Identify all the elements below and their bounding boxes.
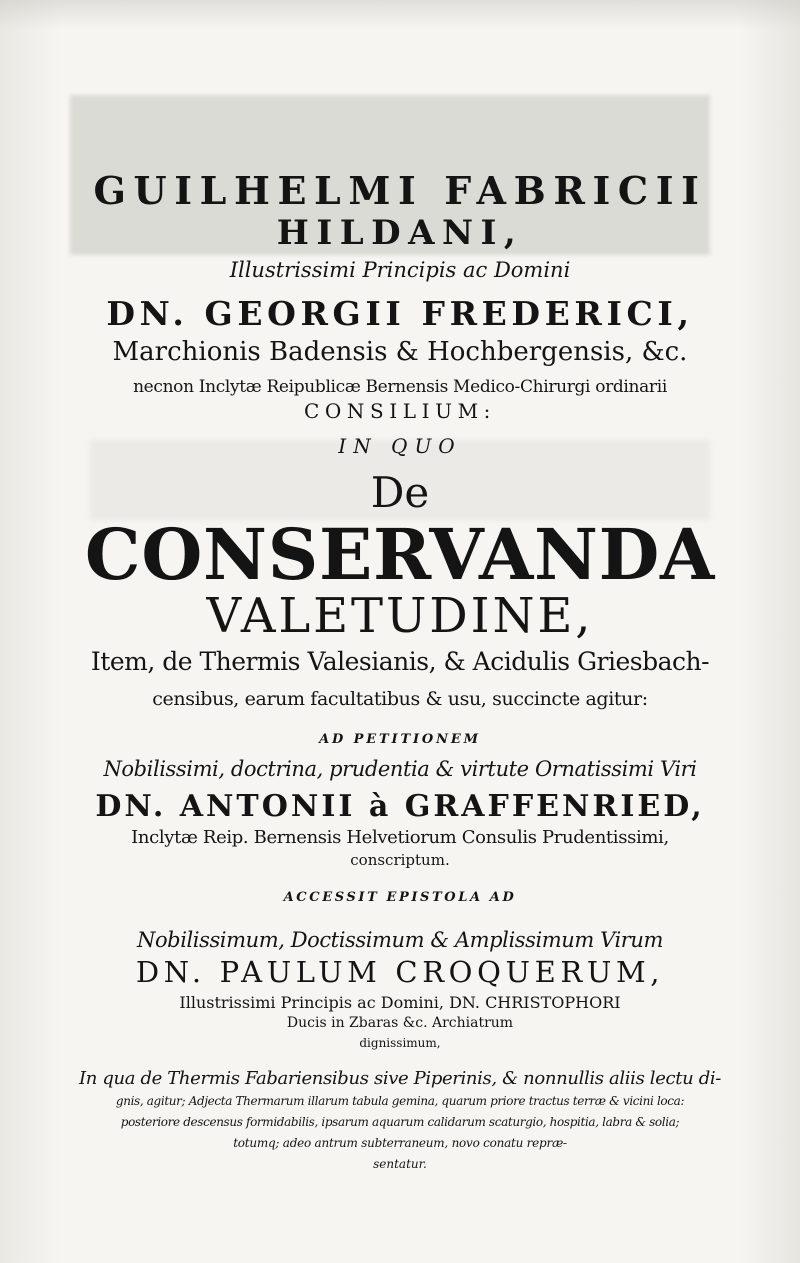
author-line-1: GUILHELMI FABRICII	[93, 168, 707, 213]
recipient-office-2: Ducis in Zbaras &c. Archiatrum	[286, 1015, 514, 1031]
main-title-line-1: CONSERVANDA	[84, 513, 716, 596]
recipient-office-3: dignissimum,	[359, 1036, 441, 1050]
patron-praise: Nobilissimi, doctrina, prudentia & virtute Ornatissimi Viri	[103, 757, 697, 781]
subject-line-2: censibus, earum facultatibus & usu, succincte agitur:	[152, 688, 648, 710]
author-line-2: HILDANI,	[276, 213, 524, 253]
prince-title: Marchionis Badensis & Hochbergensis, &c.	[112, 337, 688, 367]
recipient-praise: Nobilissimum, Doctissimum & Amplissimum Virum	[137, 928, 663, 952]
de: De	[370, 468, 430, 517]
recipient-name: DN. PAULUM CROQUERUM,	[135, 955, 665, 989]
in-quo: IN QUO	[338, 434, 462, 458]
patron-office: Inclytæ Reip. Bernensis Helvetiorum Consulis Prudentissimi,	[131, 827, 669, 848]
main-title-line-2: VALETUDINE,	[206, 588, 594, 644]
closing-line-5: sentatur.	[373, 1157, 427, 1171]
office-line: necnon Inclytæ Reipublicæ Bernensis Medico-Chirurgi ordinarii	[133, 377, 667, 397]
accessit-epistola: ACCESSIT EPISTOLA AD	[283, 890, 517, 905]
ad-petitionem: AD PETITIONEM	[319, 732, 481, 747]
conscriptum: conscriptum.	[350, 851, 450, 869]
closing-line-1: In qua de Thermis Fabariensibus sive Piperinis, & nonnullis aliis lectu di-	[79, 1068, 721, 1089]
recipient-office-1: Illustrissimi Principis ac Domini, DN. CHRISTOPHORI	[179, 993, 621, 1012]
closing-line-4: totumq; adeo antrum subterraneum, novo conatu repræ-	[233, 1136, 567, 1150]
closing-line-3: posteriore descensus formidabilis, ipsarum aquarum calidarum scaturgio, hospitia, labra & solia;	[120, 1115, 680, 1129]
role-line: Illustrissimi Principis ac Domini	[229, 258, 571, 282]
subject-line-1: Item, de Thermis Valesianis, & Acidulis Griesbach-	[90, 647, 710, 676]
patron-name: DN. ANTONII à GRAFFENRIED,	[95, 789, 705, 824]
closing-line-2: gnis, agitur; Adjecta Thermarum illarum tabula gemina, quarum priore tractus terræ & vicini loca:	[115, 1094, 685, 1108]
page-top-shadow	[0, 0, 800, 30]
consilium: CONSILIUM:	[303, 399, 497, 423]
prince-name: DN. GEORGII FREDERICI,	[106, 294, 694, 333]
